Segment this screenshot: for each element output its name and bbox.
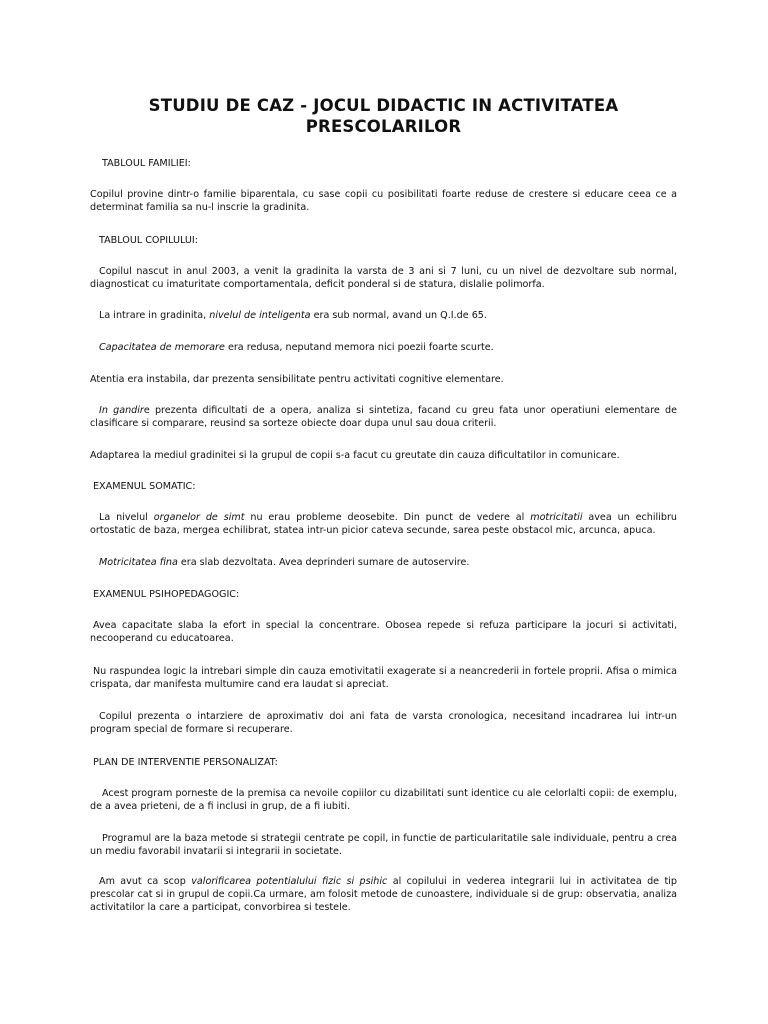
text-run: La nivelul [99, 512, 154, 523]
paragraph [90, 556, 677, 569]
paragraph: Acest program porneste de la premisa ca nevoile copiilor cu dizabilitati sunt identice cu ale celorlalti copii: de exemplu, de a avea prieteni, de a fi inclusi in grup, de a fi iubiti. [90, 788, 677, 812]
paragraph [90, 341, 677, 354]
paragraph: Avea capacitate slaba la efort in special la concentrare. Obosea repede si refuza participare la jocuri si activitati, necooperand cu educatoarea. [90, 620, 677, 644]
section-heading: EXAMENUL PSIHOPEDAGOGIC: [93, 589, 240, 600]
paragraph: Atentia era instabila, dar prezenta sensibilitate pentru activitati cognitive elementare. [90, 374, 504, 385]
text-run: era sub normal, avand un Q.I.de 65. [310, 310, 487, 321]
text-run: al copilului in vederea integrarii lui in activitatea de tip prescolar cat si in grupul de copii.Ca urmare, am folosit metode de cunoastere, individuale si de grup: observatia, analiza activitatilor la care a participat, convorbirea si testele. [90, 876, 677, 913]
text-run: era redusa, neputand memora nici poezii foarte scurte. [224, 342, 494, 353]
document-page [90, 0, 677, 914]
text-run: avea un echilibru ortostatic de baza, mergea echilibrat, statea intr-un picior cateva secunde, sarea peste obstacol mic, arcunca, apuca. [90, 512, 677, 536]
paragraph: Adaptarea la mediul gradinitei si la grupul de copii s-a facut cu greutate din cauza dificultatilor in comunicare. [90, 450, 620, 461]
section-heading: EXAMENUL SOMATIC: [93, 481, 196, 492]
paragraph [90, 309, 677, 322]
italic-phrase: Capacitatea de memorare [99, 342, 225, 353]
text-run: e prezenta dificultati de a opera, analiza si sintetiza, facand cu greu fata unor operatiuni elementare de clasificare si comparare, reusind sa sorteze obiecte doar dupa unul sau doua criterii. [90, 405, 677, 429]
italic-phrase: valorificarea potentialului fizic si psihic [191, 876, 388, 887]
paragraph: Programul are la baza metode si strategii centrate pe copil, in functie de particularitatile sale individuale, pentru a crea un mediu favorabil invatarii si integrarii in societate. [90, 833, 677, 857]
text-run: La intrare in gradinita, [99, 310, 210, 321]
text-run: Am avut ca scop [99, 876, 192, 887]
document-body [90, 157, 677, 914]
section-heading: TABLOUL FAMILIEI: [102, 158, 191, 169]
paragraph: Nu raspundea logic la intrebari simple din cauza emotivitatii exagerate si a neancrederii in fortele proprii. Afisa o mimica crispata, dar manifesta multumire cand era laudat si apreciat. [90, 666, 677, 690]
paragraph [90, 404, 677, 430]
page-title: STUDIU DE CAZ - JOCUL DIDACTIC IN ACTIVITATEA PRESCOLARILOR [148, 96, 619, 136]
section-heading: TABLOUL COPILULUI: [99, 235, 198, 246]
text-run: nu erau probleme deosebite. Din punct de vedere al [244, 512, 531, 523]
italic-phrase: motricitatii [530, 512, 583, 523]
paragraph: Copilul prezenta o intarziere de aproximativ doi ani fata de varsta cronologica, necesitand incadrarea lui intr-un program special de formare si recuperare. [90, 711, 677, 735]
text-run: era slab dezvoltata. Avea deprinderi sumare de autoservire. [177, 557, 470, 568]
italic-phrase: nivelul de inteligenta [209, 310, 311, 321]
paragraph: Copilul nascut in anul 2003, a venit la gradinita la varsta de 3 ani si 7 luni, cu un nivel de dezvoltare sub normal, diagnosticat cu imaturitate comportamentala, deficit ponderal si de statura, dislalie polimorfa. [90, 266, 677, 290]
italic-phrase: In gandir [99, 405, 144, 416]
paragraph: Copilul provine dintr-o familie biparentala, cu sase copii cu posibilitati foarte reduse de crestere si educare ceea ce a determinat familia sa nu-l inscrie la gradinita. [90, 189, 677, 213]
italic-phrase: Motricitatea fina [99, 557, 178, 568]
section-heading: PLAN DE INTERVENTIE PERSONALIZAT: [93, 757, 278, 768]
paragraph [90, 511, 677, 537]
italic-phrase: organelor de simt [153, 512, 245, 523]
paragraph [90, 875, 677, 914]
